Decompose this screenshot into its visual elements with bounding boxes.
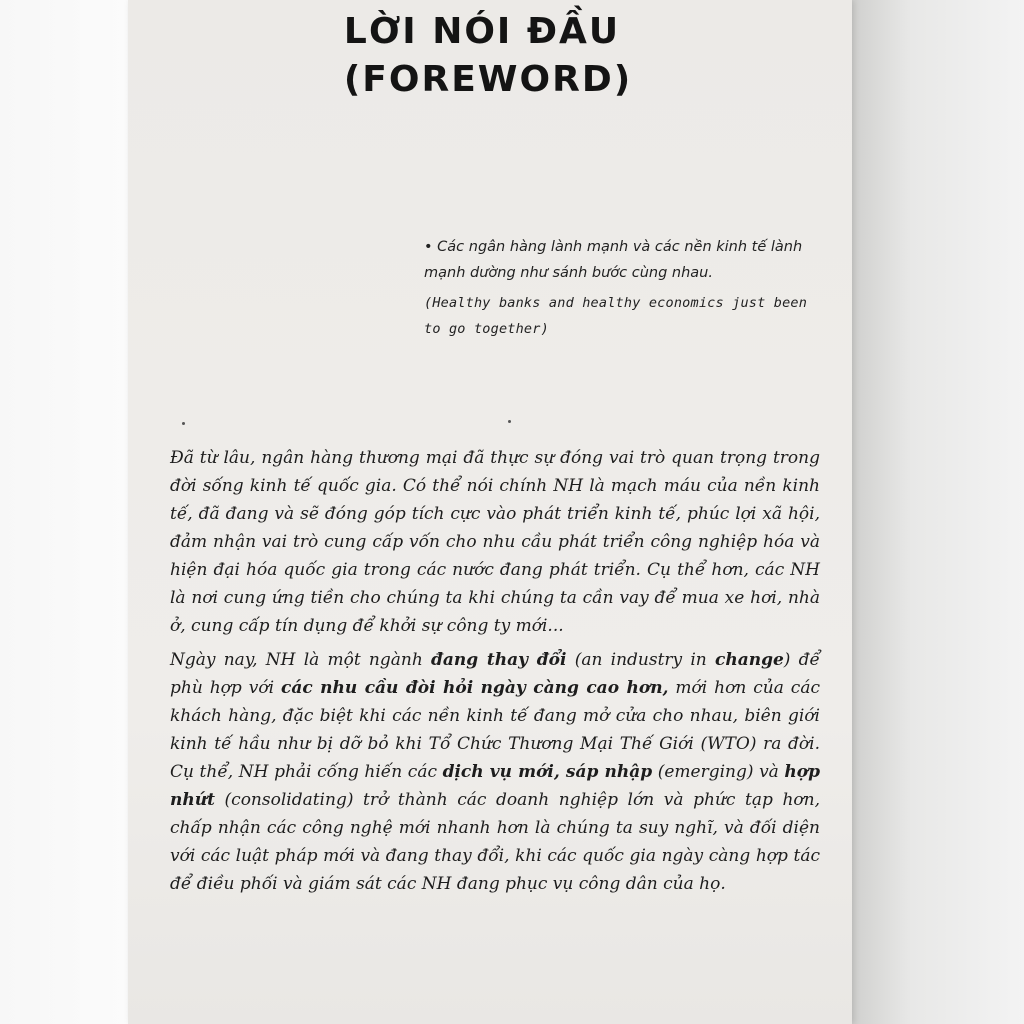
book-page bbox=[128, 0, 852, 1024]
epigraph-quote bbox=[424, 234, 824, 342]
quote-vietnamese: • Các ngân hàng lành mạnh và các nền kinh tế lành mạnh dường như sánh bước cùng nhau. bbox=[424, 239, 803, 281]
paragraph-2 bbox=[170, 646, 820, 898]
page-subtitle: (FOREWORD) bbox=[343, 59, 633, 100]
emphasis: change bbox=[715, 650, 784, 670]
text-run: (emerging) và bbox=[652, 762, 785, 782]
page-title: LỜI NÓI ĐẦU bbox=[343, 11, 621, 52]
paragraph-1: Đã từ lâu, ngân hàng thương mại đã thực sự đóng vai trò quan trọng trong đời sống kinh tế quốc gia. Có thể nói chính NH là mạch máu của nền kinh tế, đã đang và sẽ đóng góp tích cực vào phát triển kinh tế, phúc lợi xã hội, đảm nhận vai trò cung cấp vốn cho nhu cầu phát triển công nghiệp hóa và hiện đại hóa quốc gia trong các nước đang phát triển. Cụ thể hơn, các NH là nơi cung ứng tiền cho chúng ta khi chúng ta cần vay để mua xe hơi, nhà ở, cung cấp tín dụng để khởi sự công ty mới... bbox=[170, 448, 820, 636]
foreword-body bbox=[170, 444, 820, 898]
emphasis: dịch vụ mới, sáp nhập bbox=[442, 762, 653, 782]
background-right bbox=[850, 0, 1024, 1024]
background-left bbox=[0, 0, 128, 1024]
quote-english: (Healthy banks and healthy economics just been to go together) bbox=[424, 295, 808, 337]
emphasis: hợp nhứt bbox=[170, 762, 821, 810]
text-run: mới hơn của các khách hàng, đặc biệt khi các nền kinh tế đang mở cửa cho nhau, biên giới kinh tế hầu như bị dỡ bỏ khi Tổ Chức Thương Mại Thế Giới (WTO) ra đời. Cụ thể, NH phải cống hiến các bbox=[170, 678, 820, 782]
stray-mark bbox=[182, 422, 185, 425]
text-run: (an industry in bbox=[566, 650, 715, 670]
emphasis: các nhu cầu đòi hỏi ngày càng cao hơn, bbox=[280, 678, 669, 698]
emphasis: đang thay đổi bbox=[431, 650, 567, 670]
text-run: (consolidating) trở thành các doanh nghiệp lớn và phức tạp hơn, chấp nhận các công nghệ mới nhanh hơn là chúng ta suy nghĩ, và đối diện với các luật pháp mới và đang thay đổi, khi các quốc gia ngày càng hợp tác để điều phối và giám sát các NH đang phục vụ công dân của họ. bbox=[170, 790, 820, 894]
text-run: Ngày nay, NH là một ngành bbox=[170, 650, 432, 670]
stray-mark bbox=[508, 420, 511, 423]
text-run: ) để phù hợp với bbox=[170, 650, 820, 698]
